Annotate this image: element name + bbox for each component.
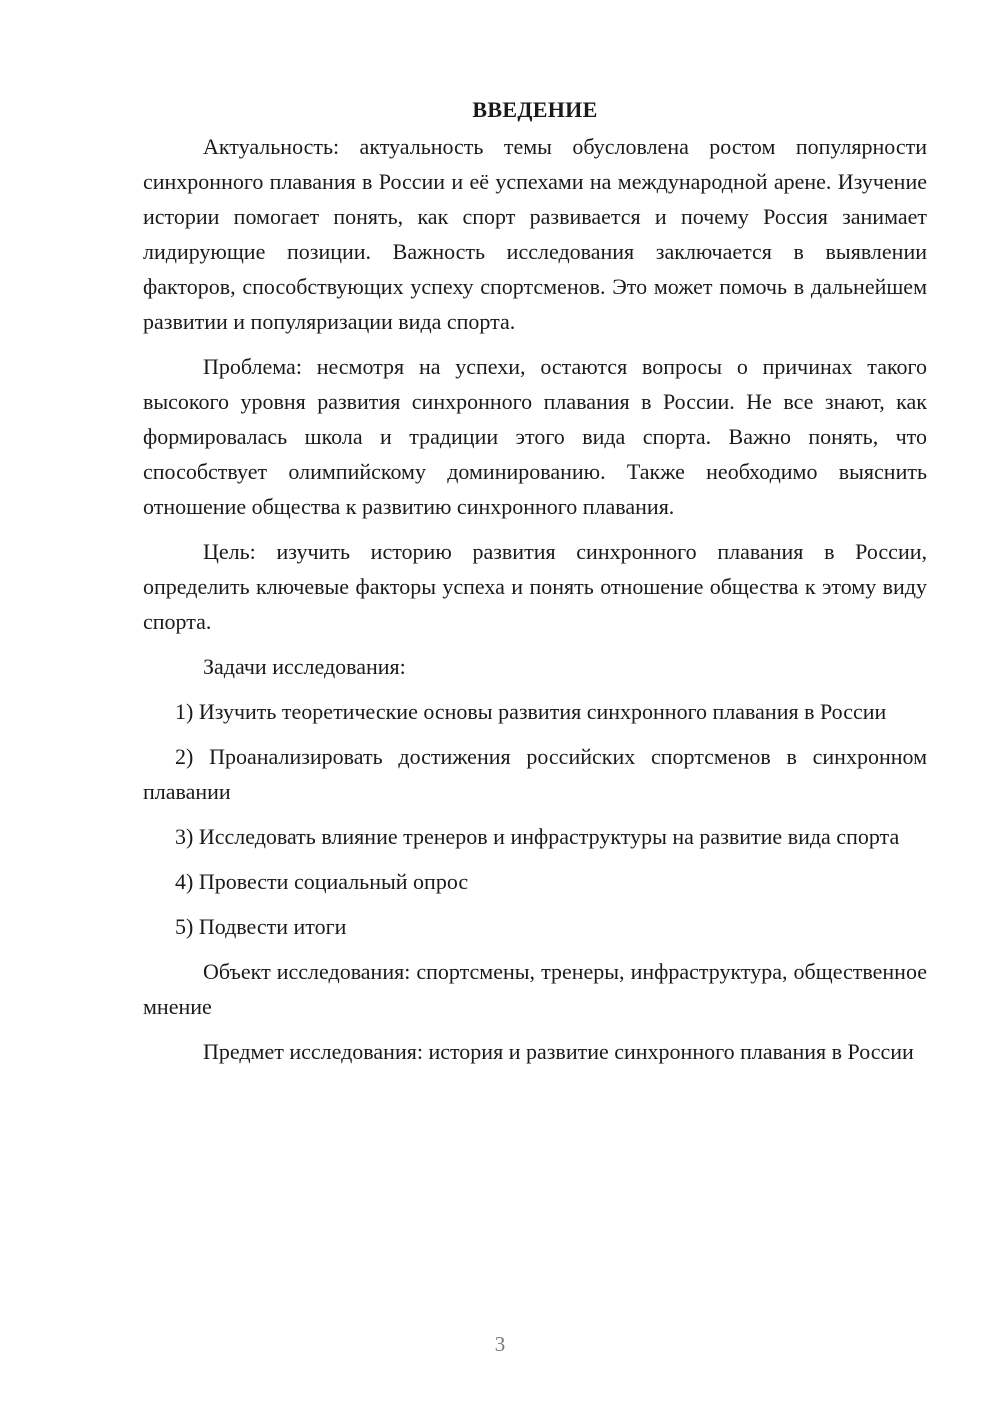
page-number: 3 <box>494 1332 506 1356</box>
document-page <box>143 92 927 1079</box>
task-item-2: 2) Проанализировать достижения российских спортсменов в синхронном плавании <box>143 744 927 804</box>
section-heading: ВВЕДЕНИЕ <box>472 97 598 122</box>
subject-paragraph: Предмет исследования: история и развитие синхронного плавания в России <box>203 1039 914 1064</box>
task-item-4: 4) Провести социальный опрос <box>175 869 469 894</box>
goal-paragraph: Цель: изучить историю развития синхронного плавания в России, определить ключевые факторы успеха и понять отношение общества к этому виду спорта. <box>143 539 927 634</box>
object-paragraph: Объект исследования: спортсмены, тренеры, инфраструктура, общественное мнение <box>143 959 927 1019</box>
relevance-paragraph: Актуальность: актуальность темы обусловлена ростом популярности синхронного плавания в России и её успехами на международной арене. Изучение истории помогает понять, как спорт развивается и почему Россия занимает лидирующие позиции. Важность исследования заключается в выявлении факторов, способствующих успеху спортсменов. Это может помочь в дальнейшем развитии и популяризации вида спорта. <box>143 134 927 334</box>
task-item-1: 1) Изучить теоретические основы развития синхронного плавания в России <box>175 699 887 724</box>
task-item-5: 5) Подвести итоги <box>175 914 347 939</box>
tasks-heading: Задачи исследования: <box>203 654 406 679</box>
task-item-3: 3) Исследовать влияние тренеров и инфраструктуры на развитие вида спорта <box>175 824 900 849</box>
problem-paragraph: Проблема: несмотря на успехи, остаются вопросы о причинах такого высокого уровня развития синхронного плавания в России. Не все знают, как формировалась школа и традиции этого вида спорта. Важно понять, что способствует олимпийскому доминированию. Также необходимо выяснить отношение общества к развитию синхронного плавания. <box>143 354 927 519</box>
